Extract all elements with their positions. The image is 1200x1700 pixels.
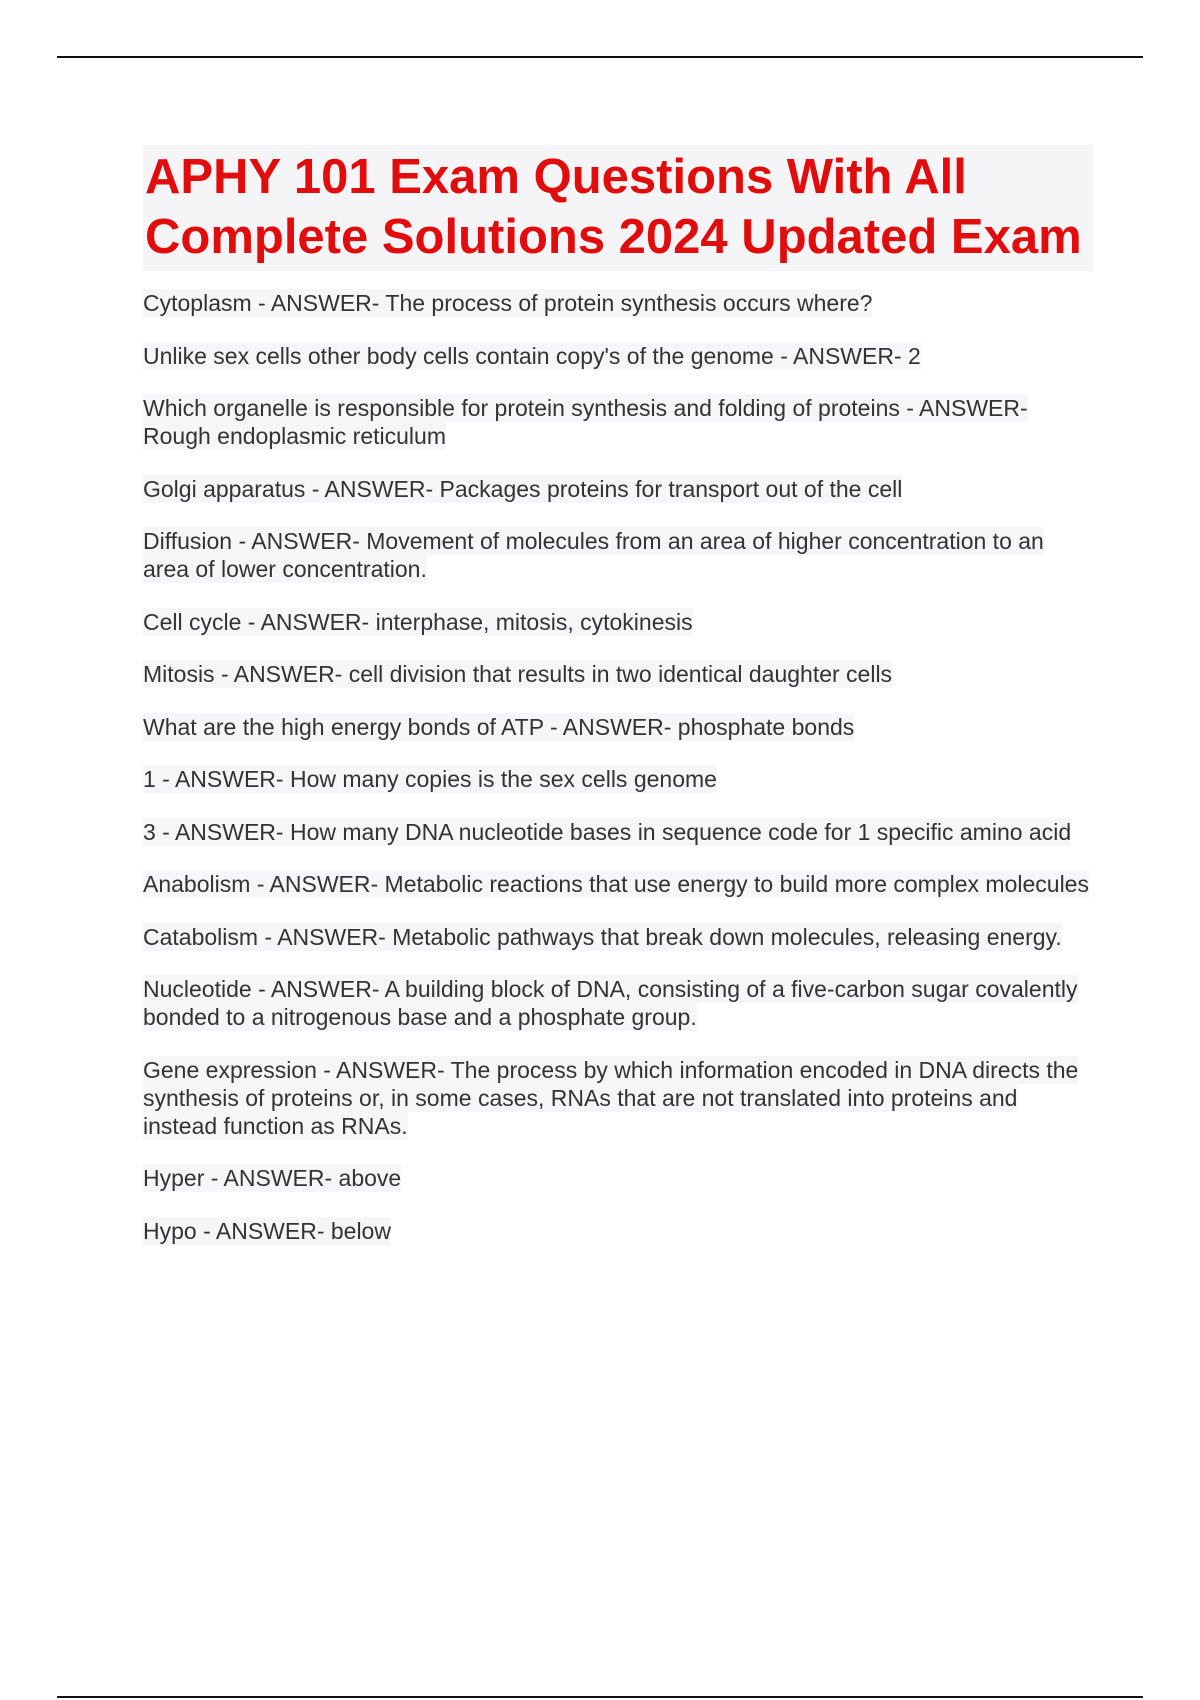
qa-item [143,289,1093,317]
qa-text: Which organelle is responsible for protein synthesis and folding of proteins - ANSWER- Rough endoplasmic reticulum [143,395,1028,449]
qa-item [143,660,1093,688]
qa-item [143,1164,1093,1192]
qa-item [143,342,1093,370]
qa-item [143,870,1093,898]
qa-text: Cytoplasm - ANSWER- The process of protein synthesis occurs where? [143,290,873,316]
qa-item [143,394,1093,450]
title-block [143,145,1093,271]
qa-item [143,527,1093,583]
top-divider [57,56,1143,58]
qa-item [143,1217,1093,1245]
qa-text: 1 - ANSWER- How many copies is the sex cells genome [143,766,717,792]
qa-text: Anabolism - ANSWER- Metabolic reactions that use energy to build more complex molecules [143,871,1089,897]
qa-text: Diffusion - ANSWER- Movement of molecules from an area of higher concentration to an area of lower concentration. [143,528,1044,582]
qa-text: Unlike sex cells other body cells contain copy's of the genome - ANSWER- 2 [143,342,921,369]
document-title: APHY 101 Exam Questions With All Complete Solutions 2024 Updated Exam [145,150,1082,264]
bottom-divider [57,1696,1143,1698]
qa-item [143,608,1093,636]
qa-item [143,923,1093,951]
qa-text: Mitosis - ANSWER- cell division that results in two identical daughter cells [143,661,893,687]
qa-text: What are the high energy bonds of ATP - ANSWER- phosphate bonds [143,713,855,740]
qa-item [143,818,1093,846]
qa-text: Nucleotide - ANSWER- A building block of DNA, consisting of a five-carbon sugar covalently bonded to a nitrogenous base and a phosphate group. [143,976,1078,1030]
document-body [143,145,1093,1269]
qa-list [143,289,1093,1245]
qa-item [143,765,1093,793]
qa-text: 3 - ANSWER- How many DNA nucleotide bases in sequence code for 1 specific amino acid [143,818,1072,845]
qa-item [143,1056,1093,1140]
qa-item [143,713,1093,741]
qa-text: Hypo - ANSWER- below [143,1217,391,1244]
qa-text: Golgi apparatus - ANSWER- Packages proteins for transport out of the cell [143,475,903,502]
qa-text: Gene expression - ANSWER- The process by which information encoded in DNA directs the synthesis of proteins or, in some cases, RNAs that are not translated into proteins and instead function as RNAs. [143,1056,1079,1139]
qa-text: Catabolism - ANSWER- Metabolic pathways that break down molecules, releasing energy. [143,923,1062,950]
qa-text: Cell cycle - ANSWER- interphase, mitosis, cytokinesis [143,608,693,635]
qa-text: Hyper - ANSWER- above [143,1165,402,1191]
qa-item [143,975,1093,1031]
qa-item [143,475,1093,503]
